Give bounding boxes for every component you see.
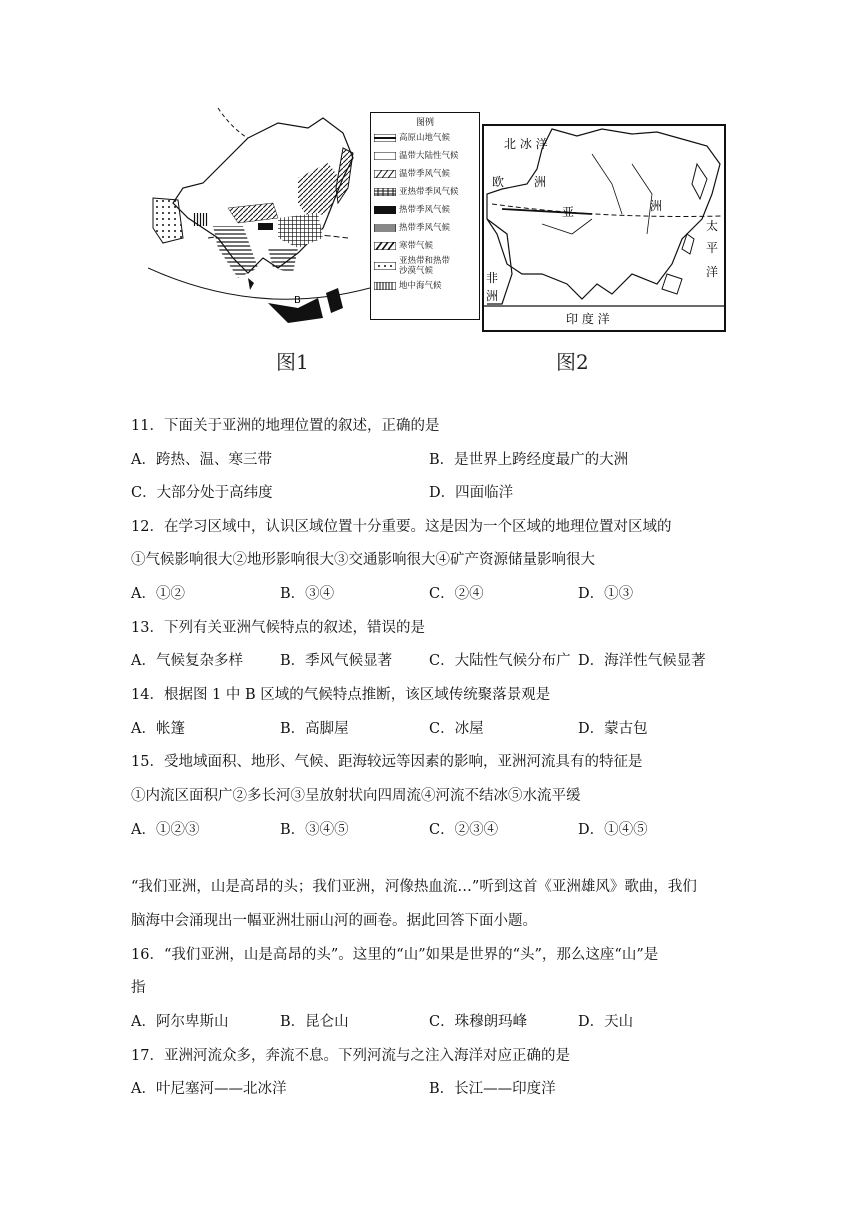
legend-item xyxy=(374,166,476,182)
question-14-stem: 14．根据图 1 中 B 区域的气候特点推断，该区域传统聚落景观是 xyxy=(131,687,551,703)
q12-option-c: C．②④ xyxy=(429,586,484,602)
question-17-stem: 17．亚洲河流众多，奔流不息。下列河流与之注入海洋对应正确的是 xyxy=(131,1048,570,1064)
legend-item-label: 热带季风气候 xyxy=(399,205,451,215)
question-16-stem: 16．“我们亚洲，山是高昂的头”。这里的“山”如果是世界的“头”，那么这座“山”是 xyxy=(131,947,659,963)
figure2-caption: 图2 xyxy=(556,350,589,374)
q15-option-a: A．①②③ xyxy=(131,822,200,838)
q11-option-c: C．大部分处于高纬度 xyxy=(131,485,273,501)
legend-swatch-icon xyxy=(374,262,396,270)
question-11-stem: 11．下面关于亚洲的地理位置的叙述，正确的是 xyxy=(131,418,440,434)
q12-option-b: B．③④ xyxy=(280,586,335,602)
label-asia-2: 洲 xyxy=(650,199,663,213)
label-asia-1: 亚 xyxy=(562,205,575,219)
region-b-label: B xyxy=(294,295,301,306)
q12-option-d: D．①③ xyxy=(578,586,634,602)
legend-swatch-icon xyxy=(374,152,396,160)
label-pacific-1: 太 xyxy=(706,219,719,233)
question-13-stem: 13．下列有关亚洲气候特点的叙述，错误的是 xyxy=(131,620,425,636)
legend-swatch-icon xyxy=(374,282,396,290)
figure2-asia-map xyxy=(482,124,726,332)
q16-option-c: C．珠穆朗玛峰 xyxy=(429,1014,528,1030)
legend-item xyxy=(374,220,476,236)
figure1-caption: 图1 xyxy=(276,350,309,374)
q11-option-d: D．四面临洋 xyxy=(429,485,514,501)
label-africa-2: 洲 xyxy=(486,289,499,303)
legend-swatch-icon xyxy=(374,224,396,232)
legend-swatch-icon xyxy=(374,206,396,214)
question-12-items: ①气候影响很大②地形影响很大③交通影响很大④矿产资源储量影响很大 xyxy=(131,552,595,568)
q16-option-a: A．阿尔卑斯山 xyxy=(131,1014,229,1030)
label-pacific-2: 平 xyxy=(706,241,719,255)
q14-option-a: A．帐篷 xyxy=(131,721,185,737)
q11-option-b: B．是世界上跨经度最广的大洲 xyxy=(429,452,629,468)
legend-item xyxy=(374,256,476,276)
q14-option-c: C．冰屋 xyxy=(429,721,484,737)
legend-item xyxy=(374,202,476,218)
q14-option-b: B．高脚屋 xyxy=(280,721,349,737)
legend-item-label: 亚热带和热带 沙漠气候 xyxy=(399,256,451,276)
legend-item-label: 亚热带季风气候 xyxy=(399,187,459,197)
q13-option-d: D．海洋性气候显著 xyxy=(578,653,706,669)
q17-option-a: A．叶尼塞河——北冰洋 xyxy=(131,1081,287,1097)
q13-option-a: A．气候复杂多样 xyxy=(131,653,243,669)
q17-option-b: B．长江——印度洋 xyxy=(429,1081,556,1097)
legend-item-label: 温带大陆性气候 xyxy=(399,151,459,161)
passage-line-1: “我们亚洲，山是高昂的头；我们亚洲，河像热血流…”听到这首《亚洲雄风》歌曲，我们 xyxy=(131,879,697,895)
label-europe-1: 欧 xyxy=(492,175,505,189)
q16-option-d: D．天山 xyxy=(578,1014,634,1030)
legend-swatch-icon xyxy=(374,170,396,178)
question-15-items: ①内流区面积广②多长河③呈放射状向四周流④河流不结冰⑤水流平缓 xyxy=(131,788,581,804)
label-europe-2: 洲 xyxy=(534,175,547,189)
label-africa-1: 非 xyxy=(486,271,499,285)
label-arctic-ocean: 北 冰 洋 xyxy=(504,137,548,151)
legend-item xyxy=(374,184,476,200)
question-12-stem: 12．在学习区域中，认识区域位置十分重要。这是因为一个区域的地理位置对区域的 xyxy=(131,519,672,535)
question-16-stem-cont: 指 xyxy=(131,980,146,996)
q13-option-b: B．季风气候显著 xyxy=(280,653,393,669)
question-15-stem: 15．受地域面积、地形、气候、距海较远等因素的影响，亚洲河流具有的特征是 xyxy=(131,754,643,770)
q13-option-c: C．大陆性气候分布广 xyxy=(429,653,571,669)
q15-option-b: B．③④⑤ xyxy=(280,822,349,838)
q12-option-a: A．①② xyxy=(131,586,185,602)
figure1-climate-map xyxy=(148,108,370,332)
legend-item-label: 热带季风气候 xyxy=(399,223,451,233)
q14-option-d: D．蒙古包 xyxy=(578,721,648,737)
figure1-legend xyxy=(370,112,480,320)
q16-option-b: B．昆仑山 xyxy=(280,1014,349,1030)
legend-item xyxy=(374,130,476,146)
label-pacific-3: 洋 xyxy=(706,265,719,279)
legend-list xyxy=(371,130,479,294)
legend-item xyxy=(374,278,476,294)
legend-item xyxy=(374,148,476,164)
legend-swatch-icon xyxy=(374,134,396,142)
legend-item-label: 寒带气候 xyxy=(399,241,434,251)
label-indian-ocean: 印 度 洋 xyxy=(566,312,610,326)
passage-line-2: 脑海中会涌现出一幅亚洲壮丽山河的画卷。据此回答下面小题。 xyxy=(131,913,537,929)
q15-option-d: D．①④⑤ xyxy=(578,822,648,838)
legend-item-label: 温带季风气候 xyxy=(399,169,451,179)
legend-item-label: 高原山地气候 xyxy=(399,133,451,143)
legend-item xyxy=(374,238,476,254)
legend-swatch-icon xyxy=(374,188,396,196)
q15-option-c: C．②③④ xyxy=(429,822,499,838)
legend-title: 图例 xyxy=(415,118,434,128)
legend-item-label: 地中海气候 xyxy=(399,281,442,291)
legend-swatch-icon xyxy=(374,242,396,250)
q11-option-a: A．跨热、温、寒三带 xyxy=(131,452,272,468)
